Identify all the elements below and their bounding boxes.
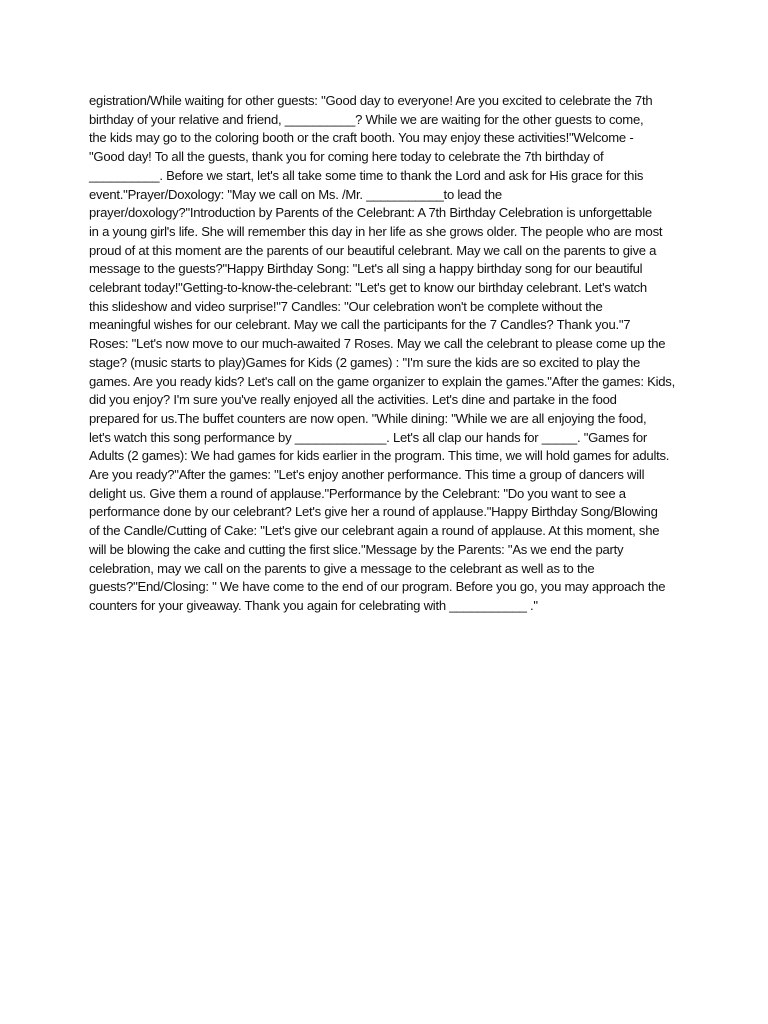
text-line: celebrant today!"Getting-to-know-the-celebrant: "Let's get to know our birthday celebrant. Let's watch <box>89 280 647 296</box>
text-line: Are you ready?"After the games: "Let's enjoy another performance. This time a group of dancers will <box>89 467 645 483</box>
text-line: performance done by our celebrant? Let's give her a round of applause."Happy Birthday Song/Blowing <box>89 504 658 520</box>
text-line: in a young girl's life. She will remember this day in her life as she grows older. The people who are most <box>89 223 663 239</box>
text-line: prayer/doxology?"Introduction by Parents of the Celebrant: A 7th Birthday Celebration is unforgettable <box>89 205 652 221</box>
text-line: delight us. Give them a round of applause."Performance by the Celebrant: "Do you want to see a <box>89 485 626 501</box>
text-line: counters for your giveaway. Thank you again for celebrating with ___________ ." <box>89 597 538 613</box>
text-line: the kids may go to the coloring booth or the craft booth. You may enjoy these activities!"Welcome - <box>89 130 634 146</box>
text-line: birthday of your relative and friend, __________? While we are waiting for the other guests to come, <box>89 111 644 127</box>
text-line: guests?"End/Closing: " We have come to the end of our program. Before you go, you may approach the <box>89 579 666 595</box>
text-line: __________. Before we start, let's all take some time to thank the Lord and ask for His grace for this <box>89 167 644 183</box>
body-paragraph <box>89 92 679 616</box>
text-line: "Good day! To all the guests, thank you for coming here today to celebrate the 7th birthday of <box>89 149 604 165</box>
text-line: did you enjoy? I'm sure you've really enjoyed all the activities. Let's dine and partake in the food <box>89 392 617 408</box>
text-line: Adults (2 games): We had games for kids earlier in the program. This time, we will hold games for adults. <box>89 448 670 464</box>
text-line: egistration/While waiting for other guests: "Good day to everyone! Are you excited to celebrate the 7th <box>89 93 653 108</box>
text-line: proud of at this moment are the parents of our beautiful celebrant. May we call on the parents to give a <box>89 242 657 258</box>
text-line: Roses: "Let's now move to our much-awaited 7 Roses. May we call the celebrant to please come up the <box>89 336 666 352</box>
text-line: celebration, may we call on the parents to give a message to the celebrant as well as to the <box>89 560 595 576</box>
text-line: message to the guests?"Happy Birthday Song: "Let's all sing a happy birthday song for our beautiful <box>89 261 643 277</box>
text-line: will be blowing the cake and cutting the first slice."Message by the Parents: "As we end the party <box>89 541 624 557</box>
text-line: let's watch this song performance by _____________. Let's all clap our hands for _____. "Games for <box>89 429 647 445</box>
text-line: stage? (music starts to play)Games for Kids (2 games) : "I'm sure the kids are so excited to play the <box>89 354 640 370</box>
text-line: games. Are you ready kids? Let's call on the game organizer to explain the games."After the games: Kids, <box>89 373 675 389</box>
text-line: event."Prayer/Doxology: "May we call on Ms. /Mr. ___________to lead the <box>89 186 502 202</box>
text-line: prepared for us.The buffet counters are now open. "While dining: "While we are all enjoying the food, <box>89 410 647 426</box>
text-line: of the Candle/Cutting of Cake: "Let's give our celebrant again a round of applause. At this moment, she <box>89 523 660 539</box>
text-line: this slideshow and video surprise!"7 Candles: "Our celebration won't be complete without the <box>89 298 603 314</box>
text-line: meaningful wishes for our celebrant. May we call the participants for the 7 Candles? Thank you."7 <box>89 317 631 333</box>
